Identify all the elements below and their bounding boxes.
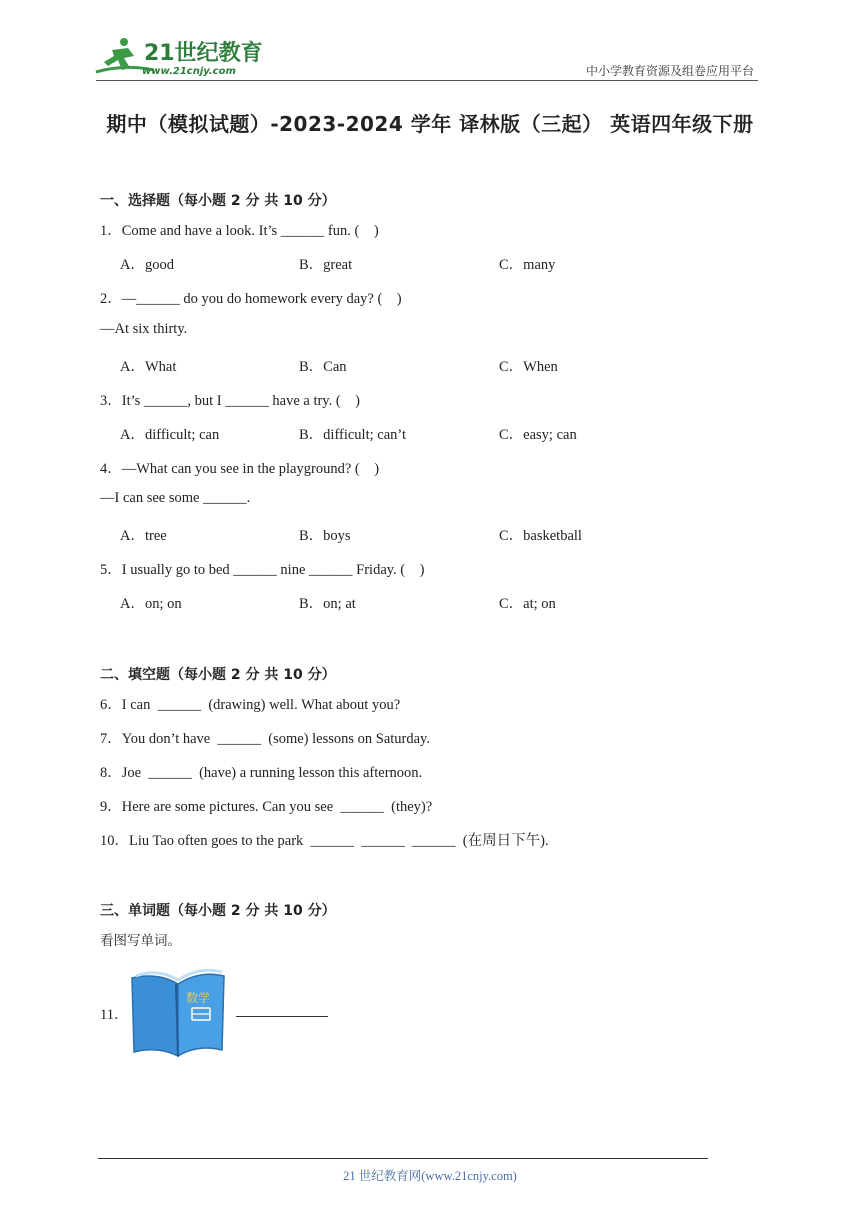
q4-option-a: A．tree	[120, 528, 167, 544]
question-5: 5．I usually go to bed ______ nine ______ Friday. ( )	[100, 562, 425, 578]
question-7: 7．You don’t have ______ (some) lessons on Saturday.	[100, 731, 430, 747]
q2-option-b: B．Can	[299, 359, 347, 375]
logo-text: 21世纪教育	[144, 41, 263, 66]
footer-divider	[98, 1158, 708, 1159]
header-divider	[96, 80, 758, 81]
question-11-number: 11．	[100, 1007, 129, 1023]
section-3-instruction: 看图写单词。	[100, 933, 181, 949]
question-11-answer-line	[236, 1016, 328, 1017]
math-book-icon	[128, 968, 228, 1060]
section-3-heading: 三、单词题（每小题 2 分 共 10 分）	[100, 903, 336, 919]
q3-option-c: C．easy; can	[499, 427, 577, 443]
page-title: 期中（模拟试题）-2023-2024 学年 译林版（三起） 英语四年级下册	[106, 112, 754, 136]
question-9: 9．Here are some pictures. Can you see ______ (they)?	[100, 799, 433, 815]
question-3: 3．It’s ______, but I ______ have a try. ( )	[100, 393, 361, 409]
q2-option-c: C．When	[499, 359, 558, 375]
q1-option-a: A．good	[120, 257, 174, 273]
q1-option-b: B．great	[299, 257, 353, 273]
q2-option-a: A．What	[120, 359, 177, 375]
logo-url: www.21cnjy.com	[142, 66, 236, 77]
book-label: 数学	[186, 991, 211, 1005]
question-2: 2．—______ do you do homework every day? ( )	[100, 291, 402, 307]
q5-option-a: A．on; on	[120, 596, 182, 612]
question-8: 8．Joe ______ (have) a running lesson this afternoon.	[100, 765, 423, 781]
q3-option-a: A．difficult; can	[120, 427, 220, 443]
q1-option-c: C．many	[499, 257, 556, 273]
q5-option-b: B．on; at	[299, 596, 356, 612]
question-2-answer-line: —At six thirty.	[100, 321, 188, 337]
question-6: 6．I can ______ (drawing) well. What about you?	[100, 697, 401, 713]
question-1: 1．Come and have a look. It’s ______ fun. ( )	[100, 223, 379, 239]
q4-option-b: B．boys	[299, 528, 351, 544]
question-4: 4．—What can you see in the playground? ( )	[100, 461, 380, 477]
footer-text: 21 世纪教育网(www.21cnjy.com)	[343, 1169, 517, 1183]
header-platform-text: 中小学教育资源及组卷应用平台	[585, 64, 754, 78]
q5-option-c: C．at; on	[499, 596, 556, 612]
question-10: 10．Liu Tao often goes to the park ______ ______ ______ (在周日下午).	[100, 833, 549, 849]
site-logo	[94, 34, 264, 80]
question-4-answer-line: —I can see some ______.	[100, 490, 251, 506]
section-2-heading: 二、填空题（每小题 2 分 共 10 分）	[100, 667, 336, 683]
q3-option-b: B．difficult; can’t	[299, 427, 406, 443]
section-1-heading: 一、选择题（每小题 2 分 共 10 分）	[100, 193, 336, 209]
q4-option-c: C．basketball	[499, 528, 582, 544]
